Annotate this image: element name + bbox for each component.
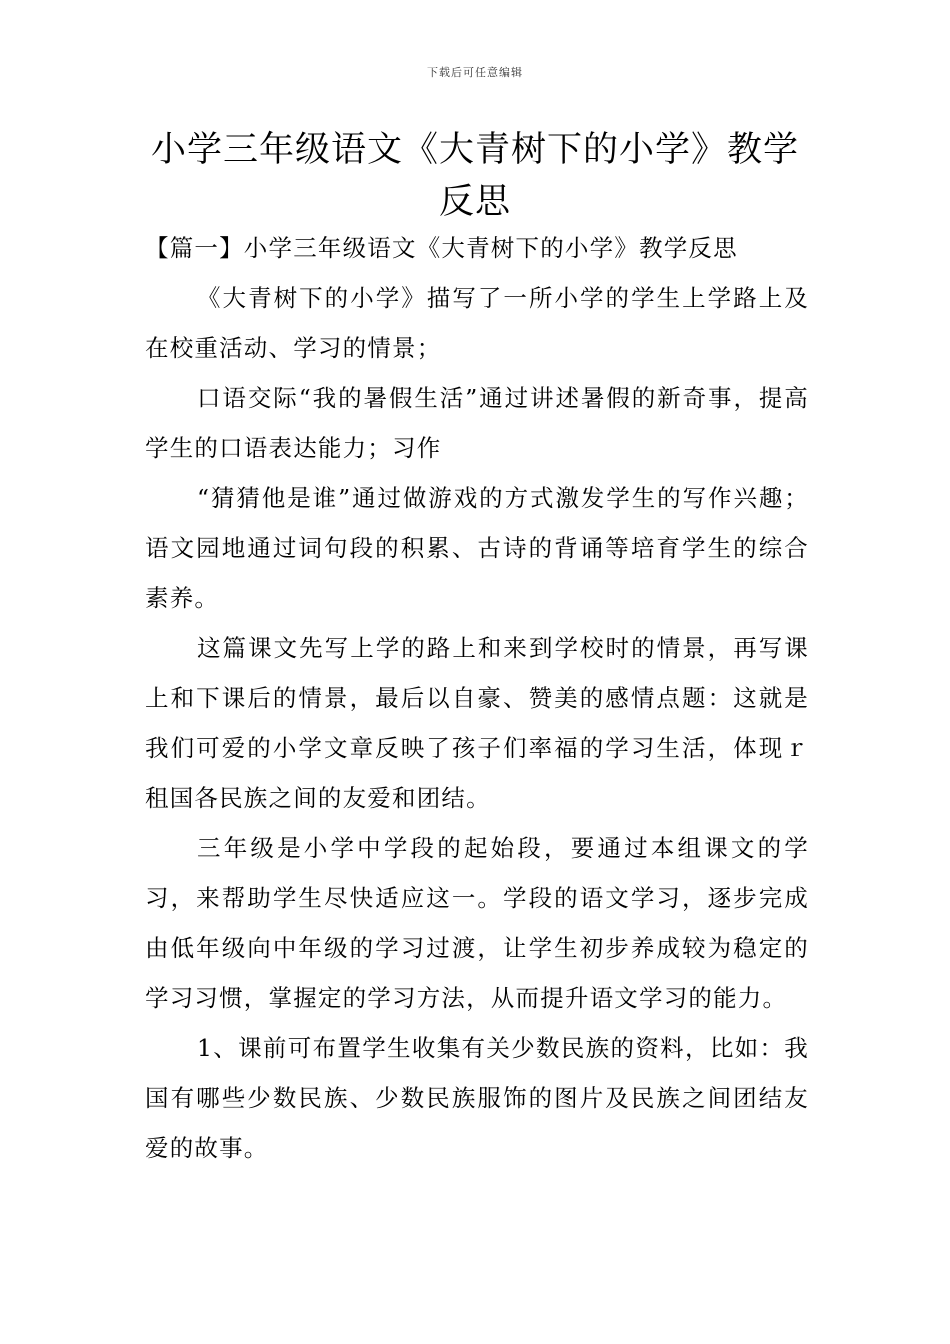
paragraph-1: 《大青树下的小学》描写了一所小学的学生上学路上及在校重活动、学习的情景； — [145, 284, 809, 362]
paragraph-2: 口语交际“我的暑假生活”通过讲述暑假的新奇事，提高学生的口语表达能力；习作 — [145, 384, 809, 462]
document-title: 小学三年级语文《大青树下的小学》教学反思 — [150, 130, 799, 222]
paragraph-6: 1、课前可布置学生收集有关少数民族的资料，比如：我国有哪些少数民族、少数民族服饰的图片及民族之间团结友爱的故事。 — [145, 1034, 809, 1162]
paragraph-5: 三年级是小学中学段的起始段，要通过本组课文的学习，来帮助学生尽快适应这一。学段的语文学习，逐步完成由低年级向中年级的学习过渡，让学生初步养成较为稳定的学习习惯，掌握定的学习方法，从而提升语文学习的能力。 — [145, 834, 809, 1012]
paragraph-4: 这篇课文先写上学的路上和来到学校时的情景，再写课上和下课后的情景，最后以自豪、赞美的感情点题：这就是我们可爱的小学文章反映了孩子们率福的学习生活，体现ｒ租国各民族之间的友爱和团结。 — [145, 634, 809, 812]
paragraph-3: “猜猜他是谁”通过做游戏的方式激发学生的写作兴趣；语文园地通过词句段的积累、古诗的背诵等培育学生的综合素养。 — [145, 484, 809, 612]
header-note: 下载后可任意编辑 — [427, 66, 523, 79]
document-body — [145, 223, 809, 1173]
section-heading: 【篇一】小学三年级语文《大青树下的小学》教学反思 — [145, 234, 738, 262]
